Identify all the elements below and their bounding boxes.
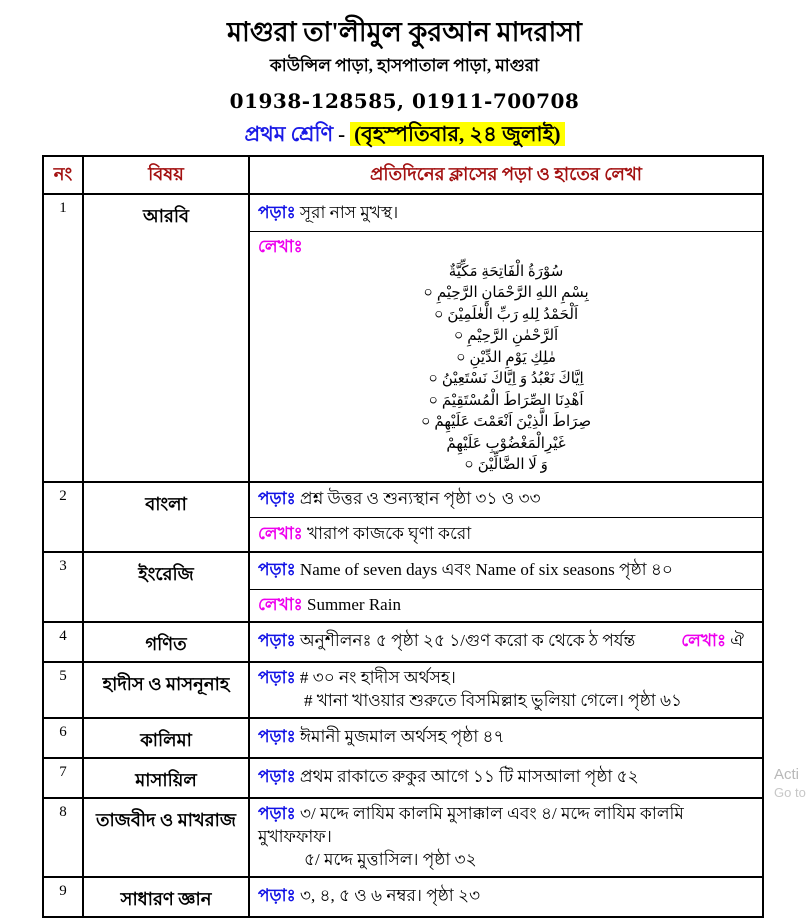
arabic-line: مٰلِكِ يَوْمِ الدِّيْنِ ০ — [455, 349, 557, 366]
write-label: লেখাঃ — [258, 523, 303, 543]
arabic-line: غَيْرِالْمَغْضُوْبِ عَلَيْهِمْ — [446, 435, 566, 452]
table-row-bangla — [44, 483, 762, 553]
read-label: পড়াঃ — [258, 727, 296, 747]
content-cell — [250, 799, 762, 876]
read-text: অনুশীলনঃ ৫ পৃষ্ঠা ২৫ ১/গুণ করো ক থেকে ঠ পর্যন্ত — [299, 631, 636, 651]
read-subrow — [250, 878, 762, 916]
write-text: খারাপ কাজকে ঘৃণা করো — [306, 523, 472, 543]
col-header-content: প্রতিদিনের ক্লাসের পড়া ও হাতের লেখা — [369, 163, 643, 184]
row-number: 8 — [44, 799, 84, 876]
arabic-line: صِرَاطَ الَّذِيْنَ اَنْعَمْتَ عَلَيْهِمْ ০ — [420, 414, 592, 431]
homework-table — [42, 155, 764, 918]
write-label: লেখাঃ — [258, 594, 303, 614]
read-label: পড়াঃ — [258, 886, 296, 906]
subject-cell: আরবি — [84, 195, 250, 481]
write-text: ঐ — [730, 631, 744, 651]
content-cell — [250, 623, 762, 661]
subject-cell: হাদীস ও মাসনূনাহ — [84, 663, 250, 717]
table-row-kalima — [44, 719, 762, 759]
watermark-line2: Go to — [774, 785, 806, 800]
read-label: পড়াঃ — [258, 202, 296, 222]
arabic-line: اِيَّاكَ نَعْبُدُ وَ اِيَّاكَ نَسْتَعِيْنُ ০ — [428, 371, 584, 388]
subject-cell: সাধারণ জ্ঞান — [84, 878, 250, 916]
school-title: মাগুরা তা'লীমুল কুরআন মাদরাসা — [227, 17, 582, 47]
row-number: 6 — [44, 719, 84, 757]
read-subrow — [250, 719, 762, 757]
table-row-english — [44, 553, 762, 623]
subject-cell: তাজবীদ ও মাখরাজ — [84, 799, 250, 876]
subject-cell: গণিত — [84, 623, 250, 661]
read-label: পড়াঃ — [258, 631, 296, 651]
arabic-line: وَ لَا الضَّالِّيْنَ ০ — [464, 457, 548, 474]
write-subrow — [250, 517, 762, 551]
read-label: পড়াঃ — [258, 489, 296, 509]
table-row-masail — [44, 759, 762, 799]
read-text-line2: # খানা খাওয়ার শুরুতে বিসমিল্লাহ ভুলিয়া গেলে। পৃষ্ঠা ৬১ — [304, 690, 683, 710]
class-name: প্রথম শ্রেণি — [244, 122, 334, 147]
activate-windows-watermark — [774, 766, 806, 800]
subject-cell: কালিমা — [84, 719, 250, 757]
content-cell — [250, 553, 762, 621]
class-date-line — [0, 118, 809, 153]
col-header-subject: বিষয় — [84, 157, 250, 193]
write-label: লেখাঃ — [258, 237, 303, 256]
read-text: প্রশ্ন উত্তর ও শুন্যস্থান পৃষ্ঠা ৩১ ও ৩৩ — [299, 489, 541, 509]
table-row-tajweed — [44, 799, 762, 878]
arabic-line: بِسْمِ اللهِ الرَّحْمَانِ الرَّحِيْمِ ০ — [423, 285, 589, 302]
read-text: ৩/ মদ্দে লাযিম কালমি মুসাক্কাল এবং ৪/ মদ্দে লাযিম কালমি মুখাফফাফ। — [258, 803, 684, 846]
read-text: সূরা নাস মুখস্থ। — [299, 202, 399, 222]
row-number: 9 — [44, 878, 84, 916]
read-label: পড়াঃ — [258, 668, 296, 687]
content-cell — [250, 195, 762, 481]
read-subrow — [250, 553, 762, 589]
document-header — [0, 16, 809, 153]
read-subrow — [250, 799, 762, 876]
read-text: # ৩০ নং হাদীস অর্থসহ। — [299, 668, 456, 687]
row-number: 5 — [44, 663, 84, 717]
write-text: Summer Rain — [306, 594, 401, 614]
row-number: 4 — [44, 623, 84, 661]
read-subrow — [250, 759, 762, 797]
table-row-general-knowledge — [44, 878, 762, 916]
arabic-line: اَلرَّحْمٰنِ الرَّحِيْمِ ০ — [453, 328, 559, 345]
arabic-text-block — [258, 262, 754, 477]
read-subrow — [250, 195, 762, 231]
watermark-line1: Acti — [774, 766, 800, 783]
read-label: পড়াঃ — [258, 560, 296, 580]
content-cell — [250, 719, 762, 757]
subject-cell: বাংলা — [84, 483, 250, 551]
table-row-math — [44, 623, 762, 663]
content-cell — [250, 663, 762, 717]
arabic-line: سُوْرَةُ الْفَاتِحَةِ مَكِّيَّةٌ — [448, 263, 564, 280]
arabic-line: اَلْحَمْدُ لِلهِ رَبِّ الْعٰلَمِيْنَ ০ — [433, 306, 579, 323]
read-subrow — [250, 663, 762, 717]
row-number: 3 — [44, 553, 84, 621]
content-cell — [250, 878, 762, 916]
read-text: Name of seven days এবং Name of six seasons পৃষ্ঠা ৪০ — [299, 560, 673, 580]
date-highlight: (বৃহস্পতিবার, ২৪ জুলাই) — [350, 122, 564, 146]
write-subrow — [250, 231, 762, 481]
read-subrow — [250, 483, 762, 517]
write-subrow — [250, 589, 762, 621]
col-header-no: নং — [44, 157, 84, 193]
write-label: লেখাঃ — [681, 631, 727, 651]
table-header-row — [44, 157, 762, 195]
content-cell — [250, 759, 762, 797]
read-text: প্রথম রাকাতে রুকুর আগে ১১ টি মাসআলা পৃষ্ঠা ৫২ — [299, 767, 639, 787]
subject-cell: মাসায়িল — [84, 759, 250, 797]
read-label: পড়াঃ — [258, 803, 296, 823]
subject-cell: ইংরেজি — [84, 553, 250, 621]
content-cell — [250, 483, 762, 551]
read-text: ঈমানী মুজমাল অর্থসহ পৃষ্ঠা ৪৭ — [299, 727, 505, 747]
school-address: কাউন্সিল পাড়া, হাসপাতাল পাড়া, মাগুরা — [269, 56, 540, 76]
phone-numbers: 01938-128585, 01911-700708 — [229, 89, 580, 114]
read-text: ৩, ৪, ৫ ও ৬ নম্বর। পৃষ্ঠা ২৩ — [299, 886, 481, 906]
read-write-subrow — [250, 623, 762, 661]
row-number: 1 — [44, 195, 84, 481]
arabic-line: اَهْدِنَا الصِّرَاطَ الْمُسْتَقِيْمَ ০ — [428, 392, 584, 409]
table-row-hadith — [44, 663, 762, 719]
read-text-line2: ৫/ মদ্দে মুত্তাসিল। পৃষ্ঠা ৩২ — [304, 849, 477, 869]
row-number: 2 — [44, 483, 84, 551]
table-row-arabic — [44, 195, 762, 483]
separator-dash: - — [338, 122, 346, 147]
row-number: 7 — [44, 759, 84, 797]
read-label: পড়াঃ — [258, 767, 296, 787]
